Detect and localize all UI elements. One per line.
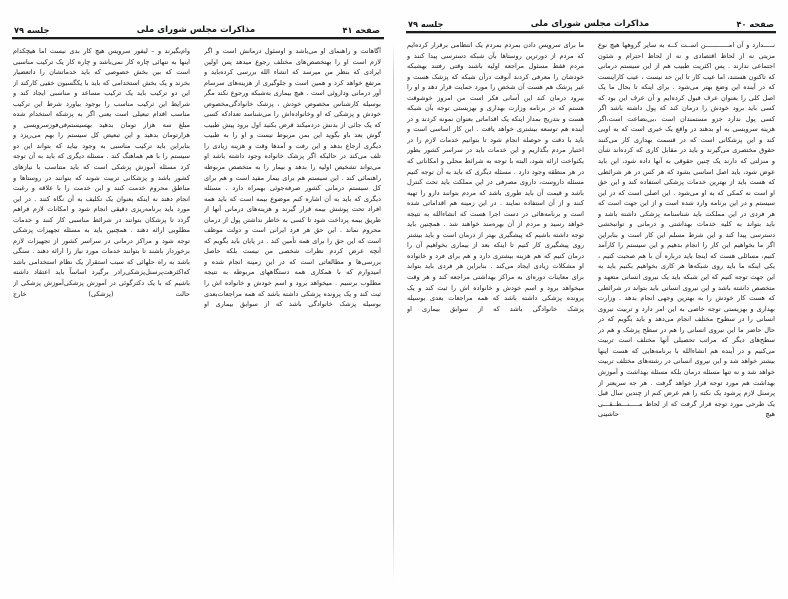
running-head-left: [0, 20, 394, 37]
document-title-right: مذاکرات مجلس شورای ملی: [530, 19, 650, 29]
column-text: ما برای سرویس دادن بمردم بمردم یک انتظامی برقرار کرده‌ایم که مردم از دورترین روستاها بآن شبکه دسترسی پیدا کنند و مردم فقط مسئول مراجعه اولیه باشند وقتی رفتند بهشبکه خودشان را معرفی کردند آنوقت درآن شبکه که پزشک هست و غیر پزشک هم هست آن شخص را مورد حمایت قرار دهد و او را ببرود درمان کند این آسانی فکر است من امروز خوشوقت هستم که در برنامه وزارت بهداری و بهزیستی توجه بآن شبکه هست و بتدریج بمداز اینکه یک اقداماتی بعنوان نمونه کردند و در آینده هم توسعه بیشتری خواهد یافت . این کار اساسی است و باید با دقت و حوصله انجام شود تا بتوانیم خدمات لازم را در اختیار مردم بگذاریم و این خدمات باید در سراسر کشور بطور یکنواخت ارائه شود، البته با توجه به شرائط محلی و امکاناتی که در هر منطقه وجود دارد . مسئله دیگری که باید به آن توجه کنیم مسئله داروست، داروی مصرفی در این مملکت باید تحت کنترل باشد و قیمت آن باید طوری باشد که مردم بتوانند دارو را تهیه کنند و از آن استفاده نمایند . در این زمینه هم اقداماتی شده است و برنامه‌هائی در دست اجرا هست که انشاءالله به نتیجه خواهد رسید و مردم از آن بهره‌مند خواهند شد . همچنین باید توجه داشته باشیم که پیشگیری بهتر از درمان است و باید بیشتر روی پیشگیری کار کنیم تا اینکه بعد از بیماری بخواهیم آن را درمان کنیم که هم هزینه بیشتری دارد و هم برای فرد و خانواده او مشکلات زیادی ایجاد می‌کند . بنابراین هر فردی باید بتواند برای معاینات دوره‌ای به مراکز بهداشتی مراجعه کند و هر وقت میخواهد برود و اسم خودش و خانواده اش را ثبت کند و یک پرونده پزشکی داشته باشد که همه مراجعات بعدی بوسیله پزشک خانوادگی باشد که از سوابق بیماری او: [407, 41, 584, 313]
column-right-outer: [598, 40, 775, 585]
document-title-left: مذاکرات مجلس شورای ملی: [136, 25, 256, 35]
column-text: آگاهانت و راهنمای او می‌باشد و اوسئول درمانش است و اگر لازم است او را بهتخصص‌های مختلف رجوع میدهد پس اولین ایرادی که بنظر من میرسد که انشاء الله بررسی کرده‌باید و مرتفع خواهد کرد و همین است و جلوگیری از هزینه‌های سرسام آور درمانی وداروئی است . هیچ بیماری به‌شبکه ورجوع نکند مگر بوسیله کارشناس مخصوص خودش ، پزشک خانوادگی‌مخصوص خودش و پزشکی که او وخانواده‌اش را می‌شناسد تعدادکه کسی که یک جائی از بدنش دردمیکند قرض بکنید اول برود پیش طبیب گوش بعد باو بگوید این بمن مربوط نیست و او را به طبیب دیگری ارجاع بدهد و این رفت و آمدها وقت و هزینه زیادی را تلف می‌کند در حالیکه اگر پزشک خانواده وجود داشته باشد او می‌تواند تشخیص اولیه را بدهد و بیمار را به متخصص مربوطه راهنمائی کند . این سیستم هم برای بیمار مفید است و هم برای کل سیستم درمانی کشور صرفه‌جوئی بهمراه دارد . مسئله دیگری که باید به آن اشاره کنم موضوع بیمه است که باید همه افراد تحت پوشش بیمه قرار گیرند و هزینه‌های درمانی آنها از طریق بیمه پرداخت شود تا کسی به خاطر نداشتن پول از درمان محروم نماند . این حق هر فرد ایرانی است و دولت موظف است که این حق را برای همه تأمین کند . در پایان باید بگویم که آنچه عرض کردم نظرات شخصی من نیست بلکه حاصل بررسی‌ها و مطالعاتی است که در این زمینه انجام شده و امیدوارم که با همکاری همه دستگاههای مربوطه به نتیجه مطلوب برسیم . میخواهد برود و اسم خودش و خانواده اش را ثبت کند و یک پرونده پزشکی داشته باشد که همه مراجعات‌بعدی بوسیله پزشک خانوادگی باشد که از سوابق بیماری او: [204, 47, 381, 309]
column-text: وام‌بگیرند و – لیفور سرویس هیچ کار بدی نیست اما هیچکدام اینها به تنهائی چاره کار نمی‌باشد و چاره کار یک ترکیب مناسبی است که بین بخش خصوصی که باید خدماتشان را داتعضیار بخرند و یک بخش استخدامی که باید با یکگسیون خفیی کارکند از این دو ترکیب باید یک ترکیب مساعد و مناسبی ایجاد کند و شرایط این ترکیب مناسب را بوجود بیاورد شرط این ترکیب مناسب اقدام تبعیلی است یعنی اگر به پزشکه استخدام شده مبلغ سه هزار تومان بدهید بهسیستم‌فی‌فوزسرویسی و هزارتومان بدهید و این تبعیض کل سیستم را بهم می‌ریزد و بنابراین باید ترکیب مناسبی به وجود بیاید که بتواند این دو سیستم را با هم هماهنگ کند . مسئله دیگری که باید به آن توجه کرد مسئله آموزش پزشکی است که باید متناسب با نیازهای کشور باشد و پزشکانی تربیت شوند که بتوانند در روستاها و مناطق محروم خدمت کنند و این خدمت را با علاقه و رغبت انجام دهند نه اینکه بعنوان یک تکلیف به آن نگاه کنند . در این مورد باید برنامه‌ریزی دقیقی انجام شود و امکانات لازم فراهم گردد تا پزشکان بتوانند در شرائط مناسبی کار کنند و خدمات مطلوبی ارائه دهند . همچنین باید به مسئله تجهیزات پزشکی توجه شود و مراکز درمانی در سراسر کشور از تجهیزات لازم برخوردار باشند تا بتوانند خدمات مورد نیاز را ارائه دهند . سنگی باشد به راه حلهائی که سبب استقرار یک نظام استخدامی باشد که‌اکثرهت‌پرسنل‌پزشکی‌رادر برگیرد اساساً باید اعتقاد داشته باشیم که با یک دکترگوئی در آموزش پزشکی‌آموزش پزشکی از حالت (پزشکی) خارج: [13, 47, 190, 298]
column-left-inner: [204, 46, 381, 591]
page-number-left: صفحه ۴۱: [342, 25, 380, 35]
session-label-left: جلسه ۷۹: [14, 25, 50, 35]
session-label-right: جلسه ۷۹: [408, 19, 444, 29]
running-head-right: [394, 14, 788, 31]
page-right: [394, 0, 788, 599]
text-columns-right: [394, 33, 788, 585]
column-right-inner: [407, 40, 584, 585]
column-text: نـــــدارد و آن امــــــــــــن اســت کــه به سایر گروهها هیچ نوع مزیتی نه از لحاظ اقتصادی و نه از لحاظ احترام و شئون اجتماعی ندارند . پس اکثریت طبیب هم از این سیستم درمانی که تاکنون هستند، اما عیب کار تا این حد نیست ، عیب کاراینست که در آینده این وضع بهتر می‌شود . برای اینکه تا بحال ما یک اصل کلی را بعنوان عرف قبول کرده‌ایم و آن عرف این بود که کسی باید برود خودش را درمان کند که پول داشته باشد اگر کسی پول ندارد جزو مستمندان است ،‌بی‌بضاعت است،‌اگر هزینه سرویسی به او بدهند در واقع یک خیری است که به اویی کند و این پزشکانی است که در قسمت بهداری کار می‌کنند حقوق مختصری می‌گیرند و باید در مقابل کاری که کرده‌اند شأن و منزلتی که دارند یک چنین حقوقی به آنها داده شود، این باید عوض شود، باید اصل اساسی بشود که هر کس در هر شرائطی که هست باید از بهترین خدمات پزشکی استفاده کند و این حق او است نه کمکی که به او می‌شود . این اصلی است که در این سیستم و در این برنامه وارد شده است و از این جهت است که هر فردی در این مملکت باید شناسنامه پزشکی داشته باشد و باید بتواند به کلیه خدمات بهداشتی و درمانی و توانبخشی دسترسی پیدا کند و این شرط مسلم این کار است و بنابراین اگر ما بخواهیم این کار را انجام بدهیم و این سیستم را کارآمد کنیم، مسائلی هست که اینجا باید درباره آن با هم صحبت کنیم ، یکی اینکه ما باید روی شبکه‌ها هر کاری بخواهیم بکنیم باید به این جهت توجه کنیم که این شبکه باید یک نیروی انسانی متعهد و متخصص داشته باشد و این نیروی انسانی باید بتواند در شرائطی که هست کار خودش را به بهترین وجهی انجام بدهد . وزارت بهداری و بهزیستی توجه خاصی به این امر دارد و تربیت نیروی انسانی را در سطوح مختلف انجام می‌دهد و باید بگویم که در حال حاضر ما این نیروی انسانی را هم در سطح پزشک و هم در سطح‌های دیگر که مراتب تحصیلی آنها مختلف است تربیت می‌کنیم و در آینده هم انشاءالله با برنامه‌هایی که هست اینها بیشتر خواهد شد و این نیروی انسانی در رشته‌های مختلف تربیت خواهد شد و نه تنها مسئله درمان بلکه مسئله بهداشت و آموزش بهداشت هم مورد توجه قرار خواهد گرفت . هر جه سریعتر از پرسنل لازم پرشود یک نکته را هم عرض کنم از چندین سال قبل یک طرحی مورد توجه قرار گرفت که از لحاظ مـــــنـــطــقـــی هیچ حاشینی: [598, 41, 775, 419]
column-left-outer: [13, 46, 190, 591]
text-columns-left: [0, 39, 394, 591]
page-number-right: صفحه ۴۰: [736, 19, 774, 29]
